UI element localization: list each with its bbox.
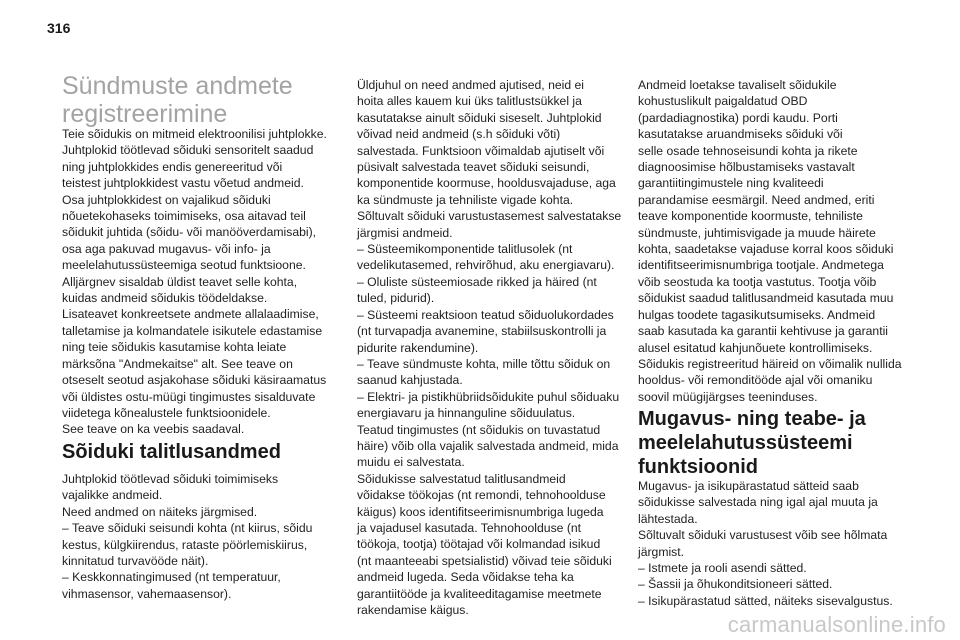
text-line: märksõna "Andmekaitse" alt. See teave on bbox=[62, 356, 293, 371]
text-line: alusel esitatud kahjunõuete kontrollimiseks. bbox=[638, 340, 873, 355]
text-line: ka sündmuste ja tehniliste vigade kohta. bbox=[357, 192, 574, 207]
text-line: – Süsteemikomponentide talitlusolek (nt bbox=[357, 242, 573, 257]
text-line: komponentide koormuse, hooldusvajaduse, aga bbox=[357, 176, 616, 191]
heading-comfort-infotainment bbox=[638, 407, 918, 479]
text-line: muidu ei salvestata. bbox=[357, 455, 465, 470]
obd-paragraph bbox=[638, 77, 918, 405]
text-line: garantiitingimustele ning kvaliteedi bbox=[638, 176, 824, 191]
text-line: ning juhtplokkides endis genereeritud või bbox=[62, 159, 283, 174]
text-line: osa aga pakuvad mugavus- või info- ja bbox=[62, 241, 271, 256]
text-line: tuled, pidurid). bbox=[357, 291, 435, 306]
text-line: kestus, külgkiirendus, rataste pöörlemiskiirus, bbox=[62, 537, 308, 552]
text-line: töökoja, tootja) töötajad või kolmandad isikud bbox=[357, 537, 601, 552]
text-line: Andmeid loetakse tavaliselt sõidukile bbox=[638, 78, 837, 92]
text-line: järgmisi andmeid. bbox=[357, 225, 453, 240]
text-line: andmeid lugeda. Seda võidakse teha ka bbox=[357, 570, 574, 585]
text-line: kohta, saadetakse vajaduse korral koos sõiduki bbox=[638, 242, 894, 257]
text-line: soovil müügijärgses teeninduses. bbox=[638, 389, 818, 404]
text-line: või üldistes ostu-müügi tingimustes sisalduvate bbox=[62, 389, 316, 404]
watermark-logo: carmanualsonline.info bbox=[727, 612, 946, 637]
text-line: – Süsteemi reaktsioon teatud sõiduolukordades bbox=[357, 307, 614, 322]
text-line: (nt turvapadja avanemine, stabiilsuskontrolli ja bbox=[357, 324, 607, 339]
text-line: hulgas toodete tagasikutsumiseks. Andmeid bbox=[638, 307, 876, 322]
text-line: Sõltuvalt sõiduki varustustasemest salvestatakse bbox=[357, 209, 622, 224]
heading-line: funktsioonid bbox=[638, 456, 758, 478]
storage-paragraph bbox=[357, 77, 632, 618]
text-line: rakendamise käigus. bbox=[357, 603, 469, 617]
operating-data-paragraph bbox=[62, 471, 337, 602]
text-line: vedelikutasemed, rehvirõhud, aku energiavaru). bbox=[357, 258, 615, 273]
text-line: lähtestada. bbox=[638, 511, 698, 526]
text-line: otseselt seotud asjakohase sõiduki käsiraamatus bbox=[62, 373, 327, 388]
text-line: – Oluliste süsteemiosade rikked ja häired (nt bbox=[357, 274, 597, 289]
text-line: vihmasensor, vahemaasensor). bbox=[62, 586, 232, 601]
text-line: viidetega kõnealustele funktsioonidele. bbox=[62, 405, 271, 420]
text-line: selle osade tehnoseisundi kohta ja rikete bbox=[638, 143, 858, 158]
text-line: energiavaru ja hinnanguline sõiduulatus. bbox=[357, 406, 576, 421]
text-line: diagnoosimise hõlbustamiseks vastavalt bbox=[638, 160, 855, 175]
text-line: talletamise ja kolmandatele isikutele edastamise bbox=[62, 323, 323, 338]
text-line: Sõidukis registreeritud häireid on võimalik nullida bbox=[638, 356, 902, 371]
text-line: Mugavus- ja isikupärastatud sätteid saab bbox=[638, 479, 859, 493]
text-line: Üldjuhul on need andmed ajutised, neid ei bbox=[357, 78, 584, 92]
intro-paragraph bbox=[62, 126, 337, 438]
text-line: kasutatakse ainult sõiduki siseselt. Juhtplokid bbox=[357, 110, 602, 125]
text-line: identifitseerimisnumbriga tootjale. Andmetega bbox=[638, 258, 884, 273]
text-line: Teie sõidukis on mitmeid elektroonilisi juhtplokke. bbox=[62, 127, 327, 141]
text-line: käigus) koos identifitseerimisnumbriga lugeda bbox=[357, 504, 604, 519]
text-line: See teave on ka veebis saadaval. bbox=[62, 422, 245, 437]
text-line: järgmist. bbox=[638, 544, 685, 559]
text-line: häire) võib olla vajalik salvestada andmeid, mida bbox=[357, 438, 619, 453]
text-line: võib seostuda ka tootja vastutus. Tootja võib bbox=[638, 274, 877, 289]
text-line: Juhtplokid töötlevad sõiduki toimimiseks bbox=[62, 472, 279, 486]
text-line: Lisateavet konkreetsete andmete allalaadimise, bbox=[62, 307, 319, 322]
text-line: saab kasutada ka garantii kehtivuse ja garantii bbox=[638, 324, 888, 339]
text-line: meelelahutussüsteemiga seotud funktsioone. bbox=[62, 258, 306, 273]
text-line: – Teave sündmuste kohta, mille tõttu sõiduk on bbox=[357, 356, 611, 371]
text-line: (nt maanteeabi spetsialistid) võivad teie sõiduki bbox=[357, 553, 612, 568]
text-line: – Istmete ja rooli asendi sätted. bbox=[638, 561, 807, 576]
text-line: Sõidukisse salvestatud talitlusandmeid bbox=[357, 471, 566, 486]
text-line: kohustuslikult paigaldatud OBD bbox=[638, 94, 808, 109]
text-line: Alljärgnev sisaldab üldist teavet selle kohta, bbox=[62, 274, 298, 289]
text-line: vajalikke andmeid. bbox=[62, 488, 163, 503]
text-line: püsivalt salvestada teavet sõiduki seisundi, bbox=[357, 160, 590, 175]
comfort-settings-paragraph bbox=[638, 478, 918, 609]
text-line: (pardadiagnostika) pordi kaudu. Porti bbox=[638, 110, 838, 125]
text-line: saanud kahjustada. bbox=[357, 373, 463, 388]
text-line: teave komponentide koormuste, tehniliste bbox=[638, 209, 863, 224]
text-line: – Šassii ja õhukonditsioneeri sätted. bbox=[638, 577, 833, 592]
text-line: hoita alles kauem kui üks talitlustsükkel ja bbox=[357, 94, 582, 109]
heading-line: Mugavus- ning teabe- ja bbox=[638, 408, 866, 430]
text-line: võivad neid andmeid (s.h sõiduki võti) bbox=[357, 127, 561, 142]
text-line: Osa juhtplokkidest on vajalikud sõiduki bbox=[62, 192, 271, 207]
text-line: salvestada. Funktsioon võimaldab ajutiselt või bbox=[357, 143, 605, 158]
text-line: sõidukist saadud talitlusandmeid kasutada muu bbox=[638, 291, 894, 306]
text-line: pidurite rakendumine). bbox=[357, 340, 479, 355]
page-number: 316 bbox=[47, 20, 71, 36]
text-line: Sõltuvalt sõiduki varustusest võib see hõlmata bbox=[638, 528, 888, 543]
heading-vehicle-operating-data: Sõiduki talitlusandmed bbox=[62, 441, 281, 463]
text-line: ja vajadusel kasutada. Tehnohoolduse (nt bbox=[357, 520, 582, 535]
text-line: kasutatakse aruandmiseks sõiduki või bbox=[638, 127, 843, 142]
text-line: ning teie sõidukis kasutamise kohta leiate bbox=[62, 340, 287, 355]
text-line: teistest juhtplokkidest vastu võetud andmeid. bbox=[62, 176, 304, 191]
section-title bbox=[62, 72, 332, 128]
text-line: Need andmed on näiteks järgmised. bbox=[62, 504, 258, 519]
text-line: – Teave sõiduki seisundi kohta (nt kiirus, sõidu bbox=[62, 521, 313, 536]
text-line: sõidukisse salvestada ning igal ajal muuta ja bbox=[638, 495, 878, 510]
text-line: sündmuste, juhtimisvigade ja muude häirete bbox=[638, 225, 876, 240]
text-line: garantiitööde ja kvaliteeditagamise meetmete bbox=[357, 586, 602, 601]
heading-line: meelelahutussüsteemi bbox=[638, 432, 853, 454]
text-line: hooldus- või remonditööde ajal või omaniku bbox=[638, 373, 873, 388]
text-line: Teatud tingimustes (nt sõidukis on tuvastatud bbox=[357, 422, 601, 437]
text-line: – Elektri- ja pistikhübriidsõidukite puhul sõiduaku bbox=[357, 389, 620, 404]
title-line: registreerimine bbox=[62, 100, 228, 128]
text-line: – Keskkonnatingimused (nt temperatuur, bbox=[62, 570, 281, 585]
text-line: võidakse töökojas (nt remondi, tehnohoolduse bbox=[357, 488, 606, 503]
text-line: kinnitatud turvavööde näit). bbox=[62, 554, 209, 569]
text-line: Juhtplokid töötlevad sõiduki sensoritelt saadud bbox=[62, 143, 314, 158]
text-line: kuidas andmeid sõidukis töödeldakse. bbox=[62, 291, 268, 306]
text-line: parandamise eesmärgil. Need andmed, eriti bbox=[638, 192, 875, 207]
text-line: – Isikupärastatud sätted, näiteks sisevalgustus. bbox=[638, 593, 893, 608]
text-line: sõidukit juhtida (sõidu- või manööverdamisabi), bbox=[62, 225, 317, 240]
title-line: Sündmuste andmete bbox=[62, 72, 293, 100]
text-line: nõuetekohaseks toimimiseks, osa aitavad teil bbox=[62, 209, 306, 224]
